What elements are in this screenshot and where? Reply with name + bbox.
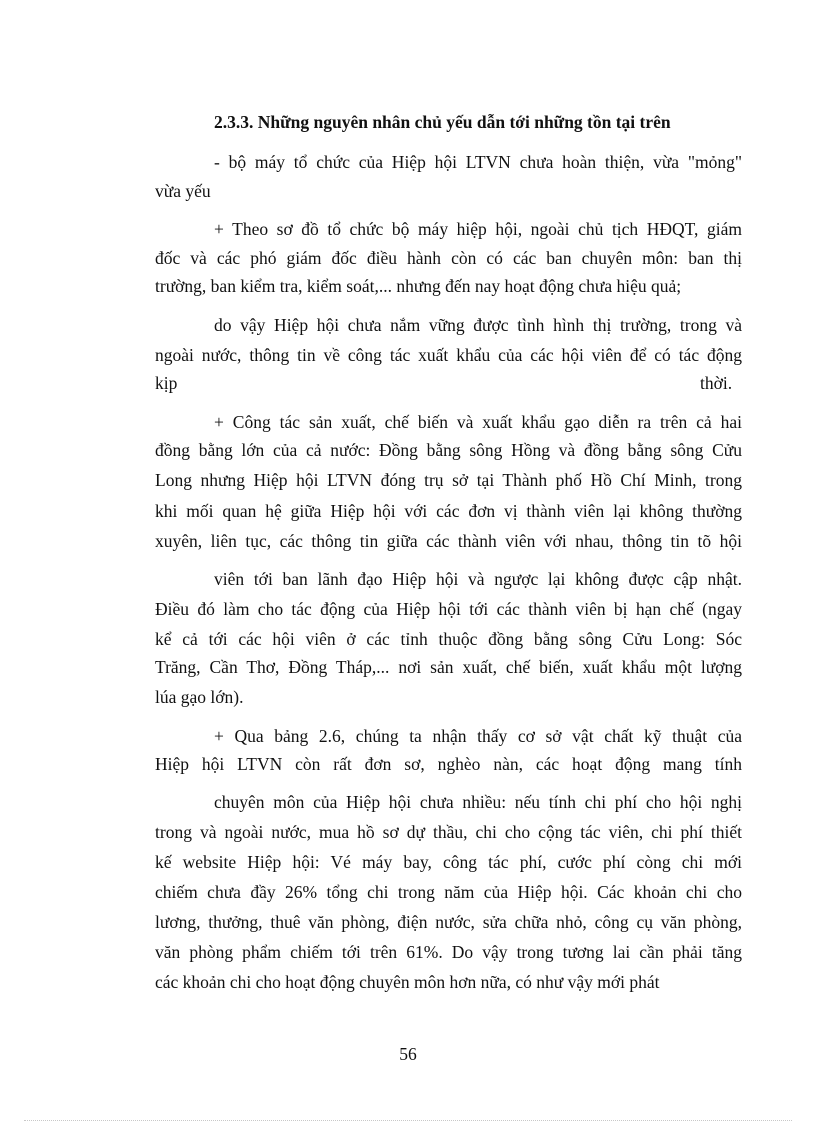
text-line: đốc và các phó giám đốc điều hành còn có các ban chuyên môn: ban thị (155, 248, 742, 268)
text-line: do vậy Hiệp hội chưa nắm vững được tình hình thị trường, trong và (214, 315, 742, 335)
page-number: 56 (399, 1044, 417, 1064)
text-line: các khoản chi cho hoạt động chuyên môn hơn nữa, có như vậy mới phát (155, 972, 660, 992)
text-line: văn phòng phẩm chiếm tới trên 61%. Do vậy trong tương lai cần phải tăng (155, 942, 742, 962)
text-line: Long nhưng Hiệp hội LTVN đóng trụ sở tại Thành phố Hồ Chí Minh, trong (155, 470, 742, 490)
text-line: kể cả tới các hội viên ở các tỉnh thuộc đồng bằng sông Cửu Long: Sóc (155, 629, 742, 649)
text-line: trường, ban kiểm tra, kiểm soát,... nhưng đến nay hoạt động chưa hiệu quả; (155, 276, 682, 296)
page-divider (24, 1120, 792, 1121)
text-line: kịp (155, 373, 178, 393)
section-heading: 2.3.3. Những nguyên nhân chủ yếu dẫn tới những tồn tại trên (214, 112, 671, 132)
text-line: chiếm chưa đầy 26% tổng chi trong năm của Hiệp hội. Các khoản chi cho (155, 882, 742, 902)
text-line: chuyên môn của Hiệp hội chưa nhiều: nếu tính chi phí cho hội nghị (214, 792, 742, 812)
text-line: + Theo sơ đồ tổ chức bộ máy hiệp hội, ngoài chủ tịch HĐQT, giám (214, 219, 742, 239)
text-line: viên tới ban lãnh đạo Hiệp hội và ngược lại không được cập nhật. (214, 569, 742, 589)
text-line: lúa gạo lớn). (155, 687, 244, 707)
text-line: + Qua bảng 2.6, chúng ta nhận thấy cơ sở vật chất kỹ thuật của (214, 726, 742, 746)
text-line: lương, thưởng, thuê văn phòng, điện nước, sửa chữa nhỏ, công cụ văn phòng, (155, 912, 742, 932)
text-line: xuyên, liên tục, các thông tin giữa các thành viên với nhau, thông tin tõ hội (155, 531, 742, 551)
text-line: kế website Hiệp hội: Vé máy bay, công tác phí, cước phí còng chi mới (155, 852, 742, 872)
text-line: Điều đó làm cho tác động của Hiệp hội tới các thành viên bị hạn chế (ngay (155, 599, 742, 619)
text-line: ngoài nước, thông tin về công tác xuất khẩu của các hội viên để có tác động (155, 345, 742, 365)
text-line: vừa yếu (155, 181, 211, 201)
text-line: Hiệp hội LTVN còn rất đơn sơ, nghèo nàn, các hoạt động mang tính (155, 754, 742, 774)
text-line: - bộ máy tổ chức của Hiệp hội LTVN chưa hoàn thiện, vừa "mỏng" (214, 152, 742, 172)
text-line: đồng bằng lớn của cả nước: Đồng bằng sông Hồng và đồng bằng sông Cửu (155, 440, 742, 460)
text-line: khi mối quan hệ giữa Hiệp hội với các đơn vị thành viên lại không thường (155, 501, 742, 521)
text-line: Trăng, Cần Thơ, Đồng Tháp,... nơi sản xuất, chế biến, xuất khẩu một lượng (155, 657, 742, 677)
text-line: thời. (700, 373, 733, 393)
text-line: + Công tác sản xuất, chế biến và xuất khẩu gạo diễn ra trên cả hai (214, 412, 742, 432)
text-line: trong và ngoài nước, mua hồ sơ dự thầu, chi cho cộng tác viên, chi phí thiết (155, 822, 742, 842)
